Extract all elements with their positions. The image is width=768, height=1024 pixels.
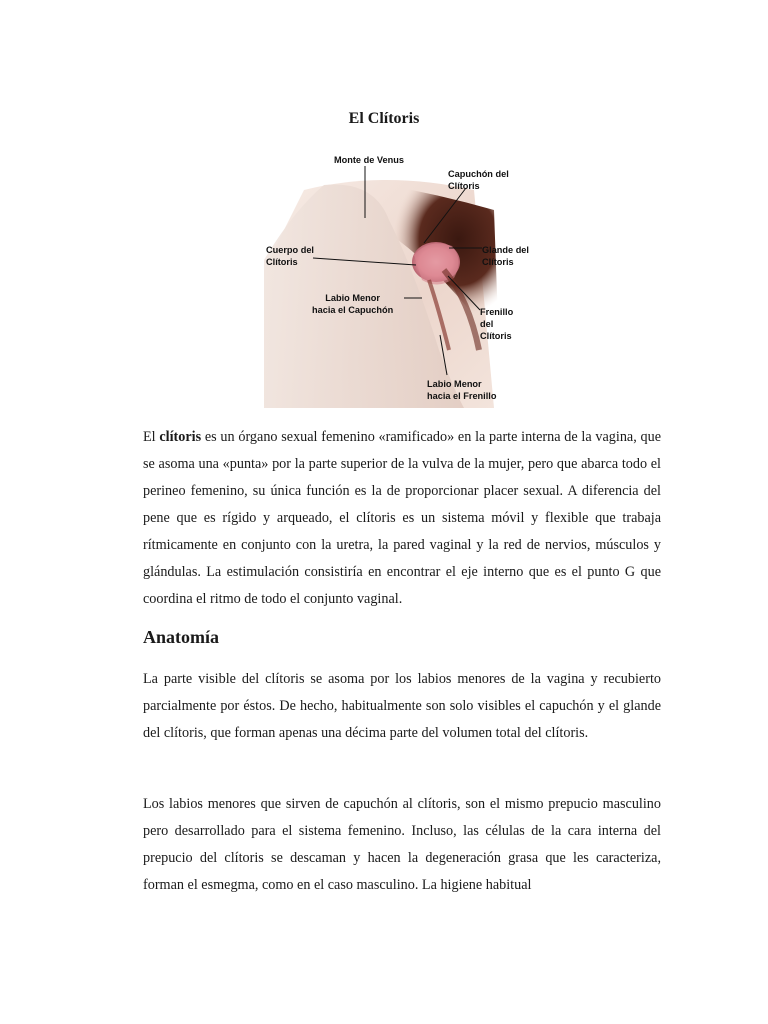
label-capuchon: Capuchón del Clítoris <box>448 169 509 191</box>
intro-paragraph <box>143 424 661 613</box>
paragraph-anatomy-1: La parte visible del clítoris se asoma por los labios menores de la vagina y recubierto parcialmente por éstos. De hecho, habitualmente son solo visibles el capuchón y el glande del clítoris, que forman apenas una décima parte del volumen total del clítoris. <box>143 671 661 741</box>
intro-lead: El <box>143 429 160 445</box>
intro-term: clítoris <box>159 429 202 445</box>
label-glande: Glande del Clítoris <box>482 245 529 267</box>
label-labio-capuchon: Labio Menor hacia el Capuchón <box>312 293 394 315</box>
label-frenillo: Frenillo del Clítoris <box>480 307 514 341</box>
section-heading-anatomia: Anatomía <box>143 627 219 647</box>
label-monte-de-venus: Monte de Venus <box>334 155 404 165</box>
intro-rest: es un órgano sexual femenino «ramificado» en la parte interna de la vagina, que se asoma una «punta» por la parte superior de la vulva de la mujer, pero que abarca todo el perineo femenino, su única función es la de proporcionar placer sexual. A diferencia del pene que es rígido y arqueado, el clítoris es un sistema móvil y flexible que trabaja rítmicamente en conjunto con la uretra, la pared vaginal y la red de nervios, músculos y glándulas. La estimulación consistiría en encontrar el eje interno que es el punto G que coordina el ritmo de todo el conjunto vaginal. <box>143 429 661 607</box>
label-labio-frenillo: Labio Menor hacia el Frenillo <box>427 379 497 401</box>
label-cuerpo: Cuerpo del Clítoris <box>266 245 314 267</box>
anatomy-figure <box>264 150 529 408</box>
paragraph-anatomy-2: Los labios menores que sirven de capuchón al clítoris, son el mismo prepucio masculino pero desarrollado para el sistema femenino. Incluso, las células de la cara interna del prepucio del clítoris se descaman y hacen la degeneración grasa que les caracteriza, forman el esmegma, como en el caso masculino. La higiene habitual <box>143 796 661 893</box>
document-title: El Clítoris <box>348 110 420 127</box>
